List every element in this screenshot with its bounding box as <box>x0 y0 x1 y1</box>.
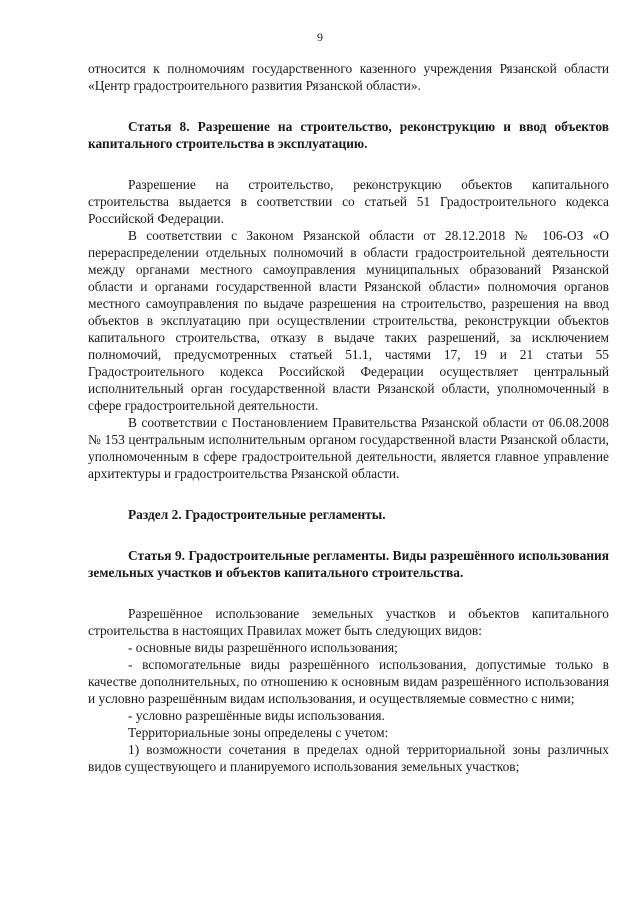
spacer <box>88 152 609 176</box>
paragraph-continuation: относится к полномочиям государственного казенного учреждения Рязанской области «Центр градостроительного развития Рязанской области». <box>88 61 609 93</box>
document-body <box>88 60 609 775</box>
paragraph-zones: Территориальные зоны определены с учетом: <box>128 725 389 740</box>
paragraph-law-106: В соответствии с Законом Рязанской области от 28.12.2018 № 106-ОЗ «О перераспределении отдельных полномочий в области градостроительной деятельности между органами местного самоуправления муниципальных образований Рязанской области и органами государственной власти Рязанской области» полномочия органов местного самоуправления по выдаче разрешения на строительство, разрешения на ввод объектов в эксплуатацию при осуществлении строительства, реконструкции объектов капитального строительства, отказу в выдаче таких разрешений, за исключением полномочий, предусмотренных статьей 51.1, частями 17, 19 и 21 статьи 55 Градостроительного кодекса Российской Федерации осуществляет центральный исполнительный орган государственной власти Рязанской области, уполномоченный в сфере градостроительной деятельности. <box>88 228 609 413</box>
paragraph-permitted-use: Разрешённое использование земельных участков и объектов капитального строительства в настоящих Правилах может быть следующих видов: <box>88 606 609 638</box>
list-item-conditional-uses: - условно разрешённые виды использования. <box>128 708 385 723</box>
spacer <box>88 94 609 118</box>
list-item-auxiliary-uses: - вспомогательные виды разрешённого использования, допустимые только в качестве дополнительных, по отношению к основным видам разрешённого использования и условно разрешённым видам использования, и осуществляемые совместно с ними; <box>88 657 609 706</box>
page-number: 9 <box>317 30 323 44</box>
article-8-heading: Статья 8. Разрешение на строительство, реконструкцию и ввод объектов капитального строительства в эксплуатацию. <box>88 119 609 151</box>
spacer <box>88 482 609 506</box>
article-9-heading: Статья 9. Градостроительные регламенты. Виды разрешённого использования земельных участков и объектов капитального строительства. <box>88 548 609 580</box>
list-item-main-uses: - основные виды разрешённого использования; <box>128 640 398 655</box>
paragraph-zones-item-1: 1) возможности сочетания в пределах одной территориальной зоны различных видов существующего и планируемого использования земельных участков; <box>88 742 609 774</box>
paragraph-permit: Разрешение на строительство, реконструкцию объектов капитального строительства выдается в соответствии со статьей 51 Градостроительного кодекса Российской Федерации. <box>88 177 609 226</box>
section-2-heading: Раздел 2. Градостроительные регламенты. <box>128 507 386 522</box>
paragraph-decree-153: В соответствии с Постановлением Правительства Рязанской области от 06.08.2008 № 153 центральным исполнительным органом государственной власти Рязанской области, уполномоченным в сфере градостроительной деятельности, является главное управление архитектуры и градостроительства Рязанской области. <box>88 415 609 481</box>
spacer <box>88 581 609 605</box>
spacer <box>88 523 609 547</box>
